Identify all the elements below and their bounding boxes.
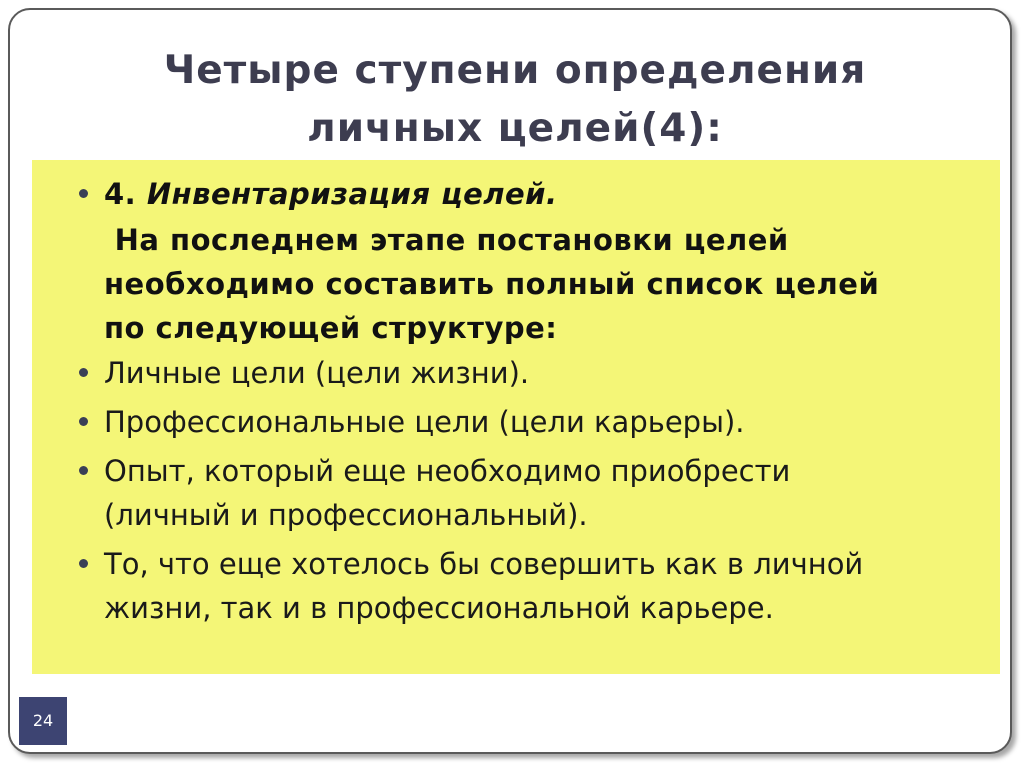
list-item-text-cont: (личный и профессиональный).	[104, 498, 588, 532]
slide-title-line-1: Четыре ступени определения	[163, 48, 867, 93]
heading-text: Инвентаризация целей.	[146, 177, 558, 211]
list-item-text: Профессиональные цели (цели карьеры).	[104, 405, 745, 439]
bullet-icon	[79, 466, 88, 475]
intro-line-2: необходимо составить полный список целей	[104, 267, 880, 301]
list-item	[72, 449, 1012, 537]
intro-line-3: по следующей структуре:	[104, 311, 558, 345]
slide-title-line-2: личных целей(4):	[307, 106, 723, 151]
list-item	[72, 400, 1012, 444]
list-item-text: Личные цели (цели жизни).	[104, 356, 530, 390]
content-box	[32, 160, 1000, 674]
list-item	[72, 542, 1012, 630]
bullet-icon	[79, 559, 88, 568]
list-item-text: То, что еще хотелось бы совершить как в личной	[104, 547, 864, 581]
list-item-text: Опыт, который еще необходимо приобрести	[104, 454, 791, 488]
intro-paragraph	[72, 218, 1012, 350]
slide-title	[60, 42, 970, 158]
page-number-badge: 24	[19, 697, 67, 745]
list-item	[72, 351, 1012, 395]
list-item-text-cont: жизни, так и в профессиональной карьере.	[104, 591, 774, 625]
bullet-icon	[79, 417, 88, 426]
bullet-icon	[79, 368, 88, 377]
heading-item	[72, 172, 1012, 216]
bullet-icon	[79, 189, 88, 198]
heading-number: 4.	[104, 177, 137, 211]
intro-line-1: На последнем этапе постановки целей	[104, 223, 789, 257]
